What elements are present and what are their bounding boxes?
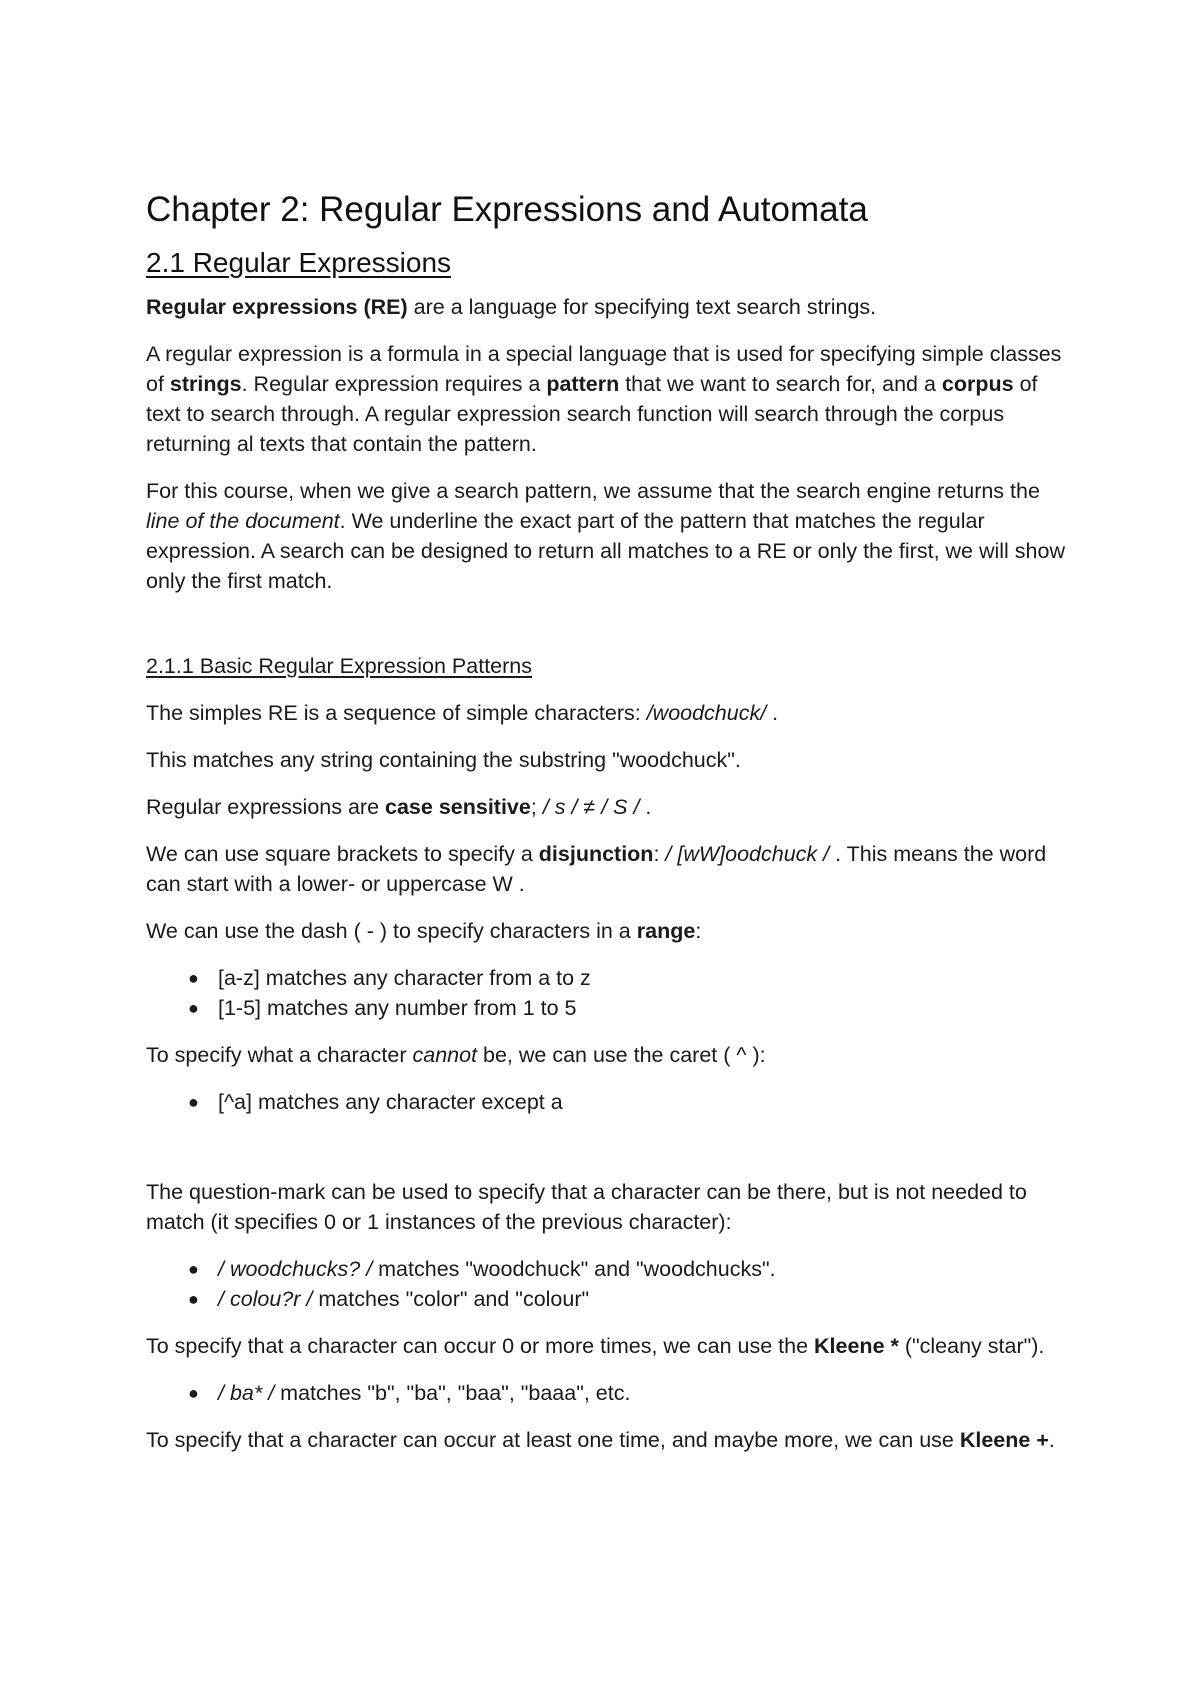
regex-disjunction-example: / [wW]oodchuck / bbox=[665, 842, 830, 866]
paragraph-case-sensitive: Regular expressions are case sensitive; / s / ≠ / S / . bbox=[146, 795, 652, 819]
paragraph-disjunction: We can use square brackets to specify a disjunction: / [wW]oodchuck / . This means the word can start with a lower- or uppercase W . bbox=[146, 842, 1047, 896]
paragraph-re-definition: Regular expressions (RE) are a language for specifying text search strings. bbox=[146, 295, 877, 319]
paragraph-re-formula: A regular expression is a formula in a special language that is used for specifying simple classes of strings. Regular expression requires a pattern that we want to search for, and a corpus of text to search through. A regular expression search function will search through the corpus returning al texts that contain the pattern. bbox=[146, 342, 1062, 456]
term-strings: strings bbox=[169, 372, 242, 396]
bullet-icon: ● bbox=[188, 998, 199, 1018]
kleene-star-list bbox=[146, 1378, 1076, 1408]
regex-colour: / colou?r / bbox=[218, 1287, 313, 1311]
document-page bbox=[146, 188, 1076, 1472]
list-item: ● [1-5] matches any number from 1 to 5 bbox=[146, 993, 1076, 1023]
paragraph-substring-match: This matches any string containing the substring "woodchuck". bbox=[146, 748, 741, 772]
paragraph-question-mark: The question-mark can be used to specify that a character can be there, but is not needed to match (it specifies 0 or 1 instances of the previous character): bbox=[146, 1180, 1027, 1234]
regex-woodchuck: /woodchuck/ bbox=[646, 701, 767, 725]
paragraph-kleene-star: To specify that a character can occur 0 or more times, we can use the Kleene * ("cleany star"). bbox=[146, 1334, 1045, 1358]
subsection-title: 2.1.1 Basic Regular Expression Patterns bbox=[146, 654, 533, 678]
paragraph-course-convention: For this course, when we give a search pattern, we assume that the search engine returns the line of the document. We underline the exact part of the pattern that matches the regular expression. A search can be designed to return all matches to a RE or only the first, we will show only the first match. bbox=[146, 479, 1065, 593]
bullet-icon: ● bbox=[188, 1259, 199, 1279]
term-disjunction: disjunction bbox=[538, 842, 654, 866]
term-cannot: cannot bbox=[412, 1043, 478, 1067]
section-title: 2.1 Regular Expressions bbox=[146, 247, 452, 278]
bullet-icon: ● bbox=[188, 1289, 199, 1309]
term-kleene-star: Kleene * bbox=[814, 1334, 899, 1358]
term-range: range bbox=[636, 919, 696, 943]
term-kleene-plus: Kleene + bbox=[959, 1428, 1049, 1452]
term-line-of-document: line of the document bbox=[146, 509, 340, 533]
regex-woodchucks: / woodchucks? / bbox=[218, 1257, 373, 1281]
question-mark-list bbox=[146, 1254, 1076, 1314]
caret-list bbox=[146, 1087, 1076, 1117]
list-item: ● / woodchucks? / matches "woodchuck" and "woodchucks". bbox=[146, 1254, 1076, 1284]
bullet-icon: ● bbox=[188, 1383, 199, 1403]
bullet-icon: ● bbox=[188, 1092, 199, 1112]
list-item: ● / colou?r / matches "color" and "colour" bbox=[146, 1284, 1076, 1314]
range-list bbox=[146, 963, 1076, 1023]
paragraph-simplest-re: The simples RE is a sequence of simple characters: /woodchuck/ . bbox=[146, 701, 779, 725]
paragraph-range: We can use the dash ( - ) to specify characters in a range: bbox=[146, 919, 702, 943]
paragraph-kleene-plus: To specify that a character can occur at least one time, and maybe more, we can use Kleene +. bbox=[146, 1428, 1055, 1452]
term-regular-expressions: Regular expressions (RE) bbox=[146, 295, 408, 319]
list-item: ● [a-z] matches any character from a to z bbox=[146, 963, 1076, 993]
spacer bbox=[146, 1134, 1076, 1177]
spacer bbox=[146, 613, 1076, 651]
bullet-icon: ● bbox=[188, 968, 199, 988]
regex-case-example: / s / ≠ / S / bbox=[542, 795, 640, 819]
list-item: ● / ba* / matches "b", "ba", "baa", "baaa", etc. bbox=[146, 1378, 1076, 1408]
term-pattern: pattern bbox=[546, 372, 620, 396]
paragraph-caret: To specify what a character cannot be, we can use the caret ( ^ ): bbox=[146, 1043, 766, 1067]
list-item: ● [^a] matches any character except a bbox=[146, 1087, 1076, 1117]
chapter-title: Chapter 2: Regular Expressions and Automata bbox=[146, 190, 868, 229]
regex-ba-star: / ba* / bbox=[218, 1381, 275, 1405]
term-case-sensitive: case sensitive bbox=[385, 795, 531, 819]
term-corpus: corpus bbox=[941, 372, 1014, 396]
